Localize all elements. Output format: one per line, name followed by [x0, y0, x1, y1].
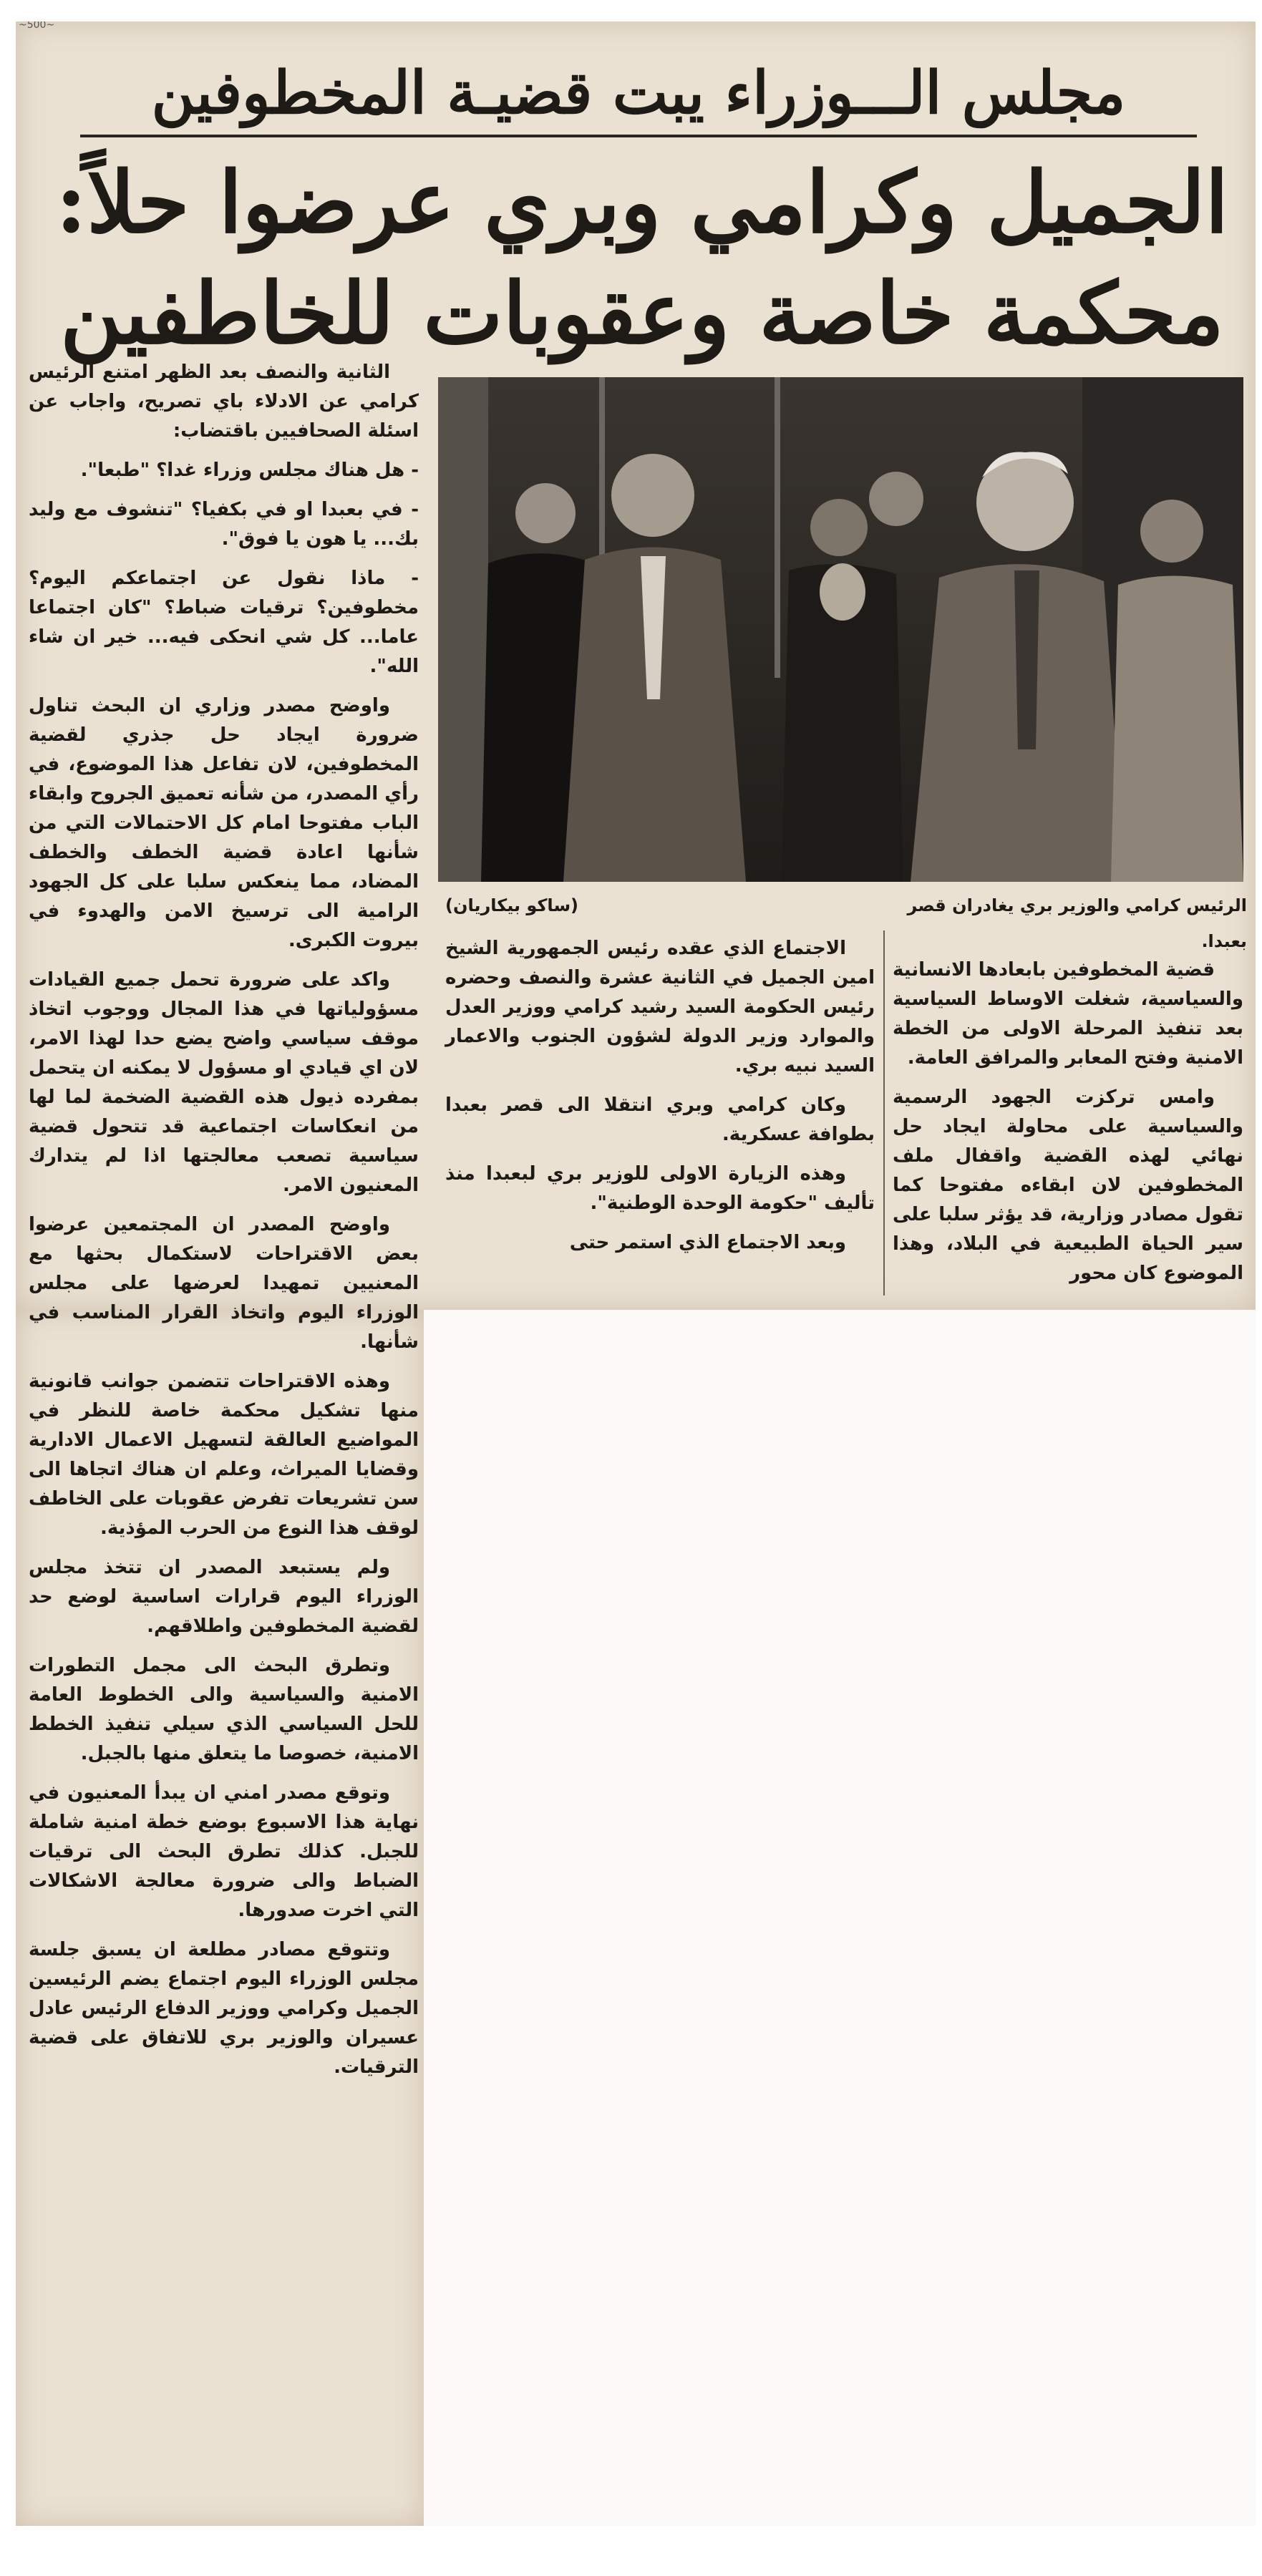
paragraph: الاجتماع الذي عقده رئيس الجمهورية الشيخ امين الجميل في الثانية عشرة والنصف وحضره رئيس الحكومة السيد رشيد كرامي ووزير العدل والموارد وزير الدولة لشؤون الجنوب والاعمار السيد نبيه بري. [445, 938, 875, 1076]
paragraph: واكد على ضرورة تحمل جميع القيادات مسؤولياتها في هذا المجال ووجوب اتخاذ موقف سياسي واضح يضع حدا لهذا الامر، لان اي قيادي او مسؤول لا يمكنه ان يتحمل بمفرده ذيول هذه القضية الضخمة لما لها من انعكاسات اجتماعية قد تتحول قضية سياسية تصعب معالجتها اذا لم يتدارك المعنيون الامر. [29, 969, 419, 1196]
paragraph: ولم يستبعد المصدر ان تتخذ مجلس الوزراء اليوم قرارات اساسية لوضع حد لقضية المخطوفين واطلاقهم. [29, 1557, 419, 1637]
photo-caption: الرئيس كرامي والوزير بري يغادران قصر بعبدا. [907, 895, 1247, 951]
newspaper-clipping [16, 21, 1256, 2526]
paragraph: وبعد الاجتماع الذي استمر حتى [569, 1232, 846, 1253]
paragraph: قضية المخطوفين بابعادها الانسانية والسياسية، شغلت الاوساط السياسية بعد تنفيذ المرحلة الاولى من الخطة الامنية وفتح المعابر والمرافق العامة. [893, 959, 1243, 1069]
question-paragraph: - هل هناك مجلس وزراء غدا؟ "طبعا". [80, 460, 419, 481]
article-column-middle [445, 934, 875, 1303]
paragraph: وتطرق البحث الى مجمل التطورات الامنية والسياسية والى الخطوط العامة للحل السياسي الذي سيلي تنفيذ الخطط الامنية، خصوصا ما يتعلق منها بالجبل. [29, 1655, 419, 1764]
photo-credit: (ساكو بيكاريان) [445, 895, 579, 915]
paragraph: وهذه الاقتراحات تتضمن جوانب قانونية منها تشكيل محكمة خاصة للنظر في المواضيع العالقة لتسهيل الاعمال الادارية وقضايا الميراث، وعلم ان هناك اتجاها الى سن تشريعات تفرض عقوبات على الخاطف لوقف هذا النوع من الحرب المؤذية. [29, 1371, 419, 1539]
paragraph: واوضح مصدر وزاري ان البحث تناول ضرورة ايجاد حل جذري لقضية المخطوفين، لان تفاعل هذا الموضوع، في رأي المصدر، من شأنه تعميق الجروح وابقاء الباب مفتوحا امام كل الاحتمالات التي من شأنها اعادة قضية الخطف والخطف المضاد، مما ينعكس سلبا على كل الجهود الرامية الى ترسيخ الامن والهدوء في بيروت الكبرى. [29, 695, 419, 951]
article-column-left [29, 358, 419, 2519]
question-paragraph: - في بعبدا او في بكفيا؟ "تنشوف مع وليد بك... يا هون يا فوق". [29, 499, 419, 550]
corner-mark: ~500~ [19, 21, 55, 29]
kicker-rule [80, 135, 1197, 137]
headline-line-2: محكمة خاصة وعقوبات للخاطفين [60, 263, 1224, 363]
news-photo-image [438, 377, 1243, 882]
kicker-title: مجلس الـــوزراء يبت قضيـة المخطوفين [151, 59, 1126, 127]
paragraph: وكان كرامي وبري انتقلا الى قصر بعبدا بطوافة عسكرية. [445, 1094, 875, 1145]
question-paragraph: - ماذا نقول عن اجتماعكم اليوم؟ مخطوفين؟ ترقيات ضباط؟ "كان اجتماعا عاما... كل شي انحكى فيه... خير ان شاء الله". [29, 568, 419, 677]
headline-line-1: الجميل وكرامي وبري عرضوا حلاً: [55, 152, 1229, 252]
paragraph: وامس تركزت الجهود الرسمية والسياسية على محاولة ايجاد حل نهائي لهذه القضية واقفال ملف المخطوفين لان ابقاءه مفتوحا كما تقول مصادر وزارية، قد يؤثر سلبا على سير الحياة الطبيعية في البلاد، وهذا الموضوع كان محور [893, 1087, 1243, 1284]
news-photo [438, 377, 1243, 882]
paragraph: واوضح المصدر ان المجتمعين عرضوا بعض الاقتراحات لاستكمال بحثها مع المعنيين تمهيدا لعرضها على مجلس الوزراء اليوم واتخاذ القرار المناسب في شأنها. [29, 1214, 419, 1353]
column-divider [883, 930, 885, 1296]
paragraph: وتتوقع مصادر مطلعة ان يسبق جلسة مجلس الوزراء اليوم اجتماع يضم الرئيسين الجميل وكرامي ووزير الدفاع الرئيس عادل عسيران والوزير بري للاتفاق على قضية الترقيات. [29, 1939, 419, 2078]
paragraph: وتوقع مصدر امني ان يبدأ المعنيون في نهاية هذا الاسبوع بوضع خطة امنية شاملة للجبل. كذلك تطرق البحث الى ترقيات الضباط والى ضرورة معالجة الاشكالات التي اخرت صدورها. [29, 1782, 419, 1921]
paragraph: وهذه الزيارة الاولى للوزير بري لبعبدا منذ تأليف "حكومة الوحدة الوطنية". [445, 1163, 875, 1214]
article-column-right [893, 956, 1243, 1303]
paragraph: الثانية والنصف بعد الظهر امتنع الرئيس كرامي عن الادلاء باي تصريح، واجاب عن اسئلة الصحافيين باقتضاب: [29, 361, 419, 442]
